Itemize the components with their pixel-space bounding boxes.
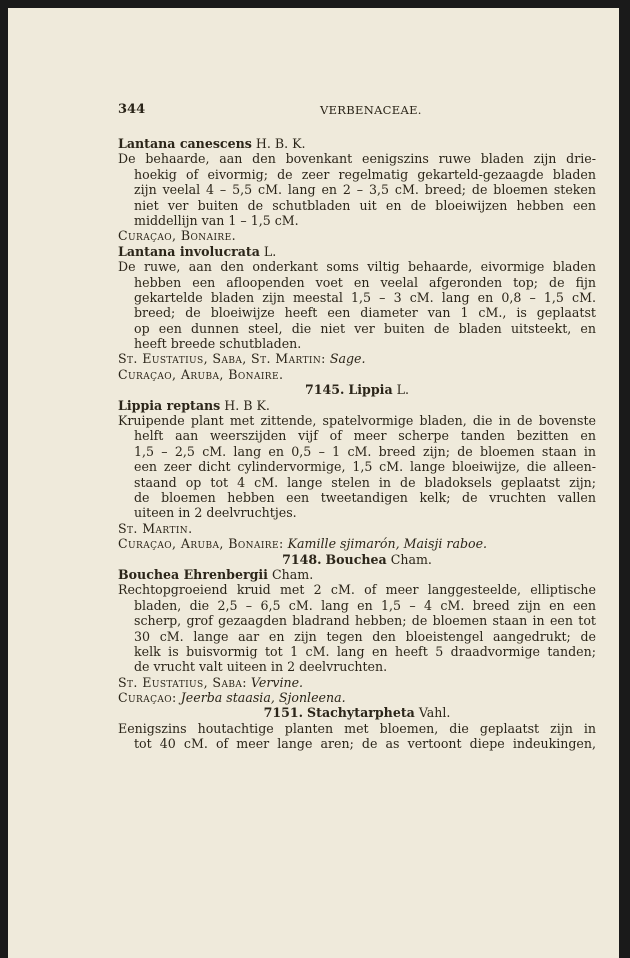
text-line: De ruwe, aan den onderkant soms viltig behaarde, eivormige bladen — [118, 259, 596, 275]
text-line: helft aan weerszijden vijf of meer scherpe tanden bezitten en — [134, 428, 596, 444]
locality-line — [118, 351, 596, 366]
genus-name: Stachytarpheta — [307, 705, 415, 721]
text-line: heeft breede schutbladen. — [134, 336, 302, 352]
common-names: Vervine. — [250, 674, 304, 690]
genus-name: Bouchea — [325, 551, 387, 567]
text-line: de bloemen hebben een tweetandigen kelk; de vruchten vallen — [134, 489, 596, 505]
text-line: hoekig of eivormig; de zeer regelmatig gekarteld-gezaagde bladen — [134, 166, 596, 182]
running-title: VERBENACEAE. — [320, 103, 422, 117]
text-line: een zeer dicht cylindervormige, 1,5 cM. lange bloeiwijze, die alleen- — [134, 459, 596, 475]
common-names: Jeerba staasia, Sjonleena. — [180, 690, 346, 706]
species-heading — [118, 567, 596, 582]
text-line: De behaarde, aan den bovenkant eenigszins ruwe bladen zijn drie- — [118, 151, 596, 167]
locality-line — [118, 367, 596, 382]
text-line: op een dunnen steel, die niet ver buiten de bladen uitsteekt, en — [134, 320, 596, 336]
text-line: 30 cM. lange aar en zijn tegen den bloeistengel aangedrukt; de — [134, 628, 596, 644]
locality-places: St. Eustatius, Saba: — [118, 674, 247, 690]
species-heading — [118, 136, 596, 151]
text-line: niet ver buiten de schutbladen uit en de bloeiwijzen hebben een — [134, 197, 596, 213]
text-line: Eenigszins houtachtige planten met bloemen, die geplaatst zijn in — [118, 720, 596, 736]
text-line: 1,5 – 2,5 cM. lang en 0,5 – 1 cM. breed zijn; de bloemen staan in — [134, 443, 596, 459]
genus-number: 7151. — [263, 705, 304, 721]
text-line: Rechtopgroeiend kruid met 2 cM. of meer langgesteelde, elliptische — [118, 582, 596, 598]
locality-line — [118, 228, 596, 243]
page-body — [118, 136, 596, 752]
species-author: H. B. K. — [255, 136, 306, 151]
genus-number: 7145. — [304, 382, 345, 398]
page-number: 344 — [118, 102, 146, 117]
locality-places: St. Eustatius, Saba, St. Martin: — [118, 351, 326, 367]
locality-places: Curaçao, Aruba, Bonaire: — [118, 536, 284, 552]
text-line: bladen, die 2,5 – 6,5 cM. lang en 1,5 – 4 cM. breed zijn en een — [134, 597, 596, 613]
text-line: de vrucht valt uiteen in 2 deelvruchten. — [134, 659, 388, 675]
locality-places: Curaçao: — [118, 690, 177, 706]
species-heading — [118, 398, 596, 413]
locality-places: Curaçao, Bonaire. — [118, 228, 236, 244]
genus-name: Lippia — [348, 382, 393, 398]
text-line: kelk is buisvormig tot 1 cM. lang en heeft 5 draadvormige tanden; — [134, 643, 596, 659]
species-name: Bouchea Ehrenbergii — [118, 566, 268, 582]
genus-heading — [118, 705, 596, 720]
text-line: staand op tot 4 cM. lange stelen in de bladoksels geplaatst zijn; — [134, 474, 596, 490]
species-author: H. B K. — [224, 397, 270, 413]
species-name: Lantana involucrata — [118, 243, 260, 259]
genus-heading — [118, 552, 596, 567]
genus-author: L. — [396, 382, 410, 398]
common-names: Kamille sjimarón, Maisji raboe. — [287, 536, 488, 552]
genus-author: Cham. — [390, 551, 432, 567]
genus-author: Vahl. — [418, 705, 451, 721]
text-line: scherp, grof gezaagden bladrand hebben; de bloemen staan in een tot — [134, 613, 596, 629]
common-names: Sage. — [329, 351, 366, 367]
species-heading — [118, 244, 596, 259]
locality-places: Curaçao, Aruba, Bonaire. — [118, 366, 284, 382]
text-line: uiteen in 2 deelvruchtjes. — [134, 505, 297, 521]
species-author: L. — [263, 243, 277, 259]
text-line: tot 40 cM. of meer lange aren; de as vertoont diepe indeukingen, — [134, 736, 596, 752]
locality-line — [118, 536, 596, 551]
text-line: zijn veelal 4 – 5,5 cM. lang en 2 – 3,5 cM. breed; de bloemen steken — [134, 182, 596, 198]
locality-line — [118, 690, 596, 705]
locality-places: St. Martin. — [118, 520, 193, 536]
genus-heading — [118, 382, 596, 397]
species-author: Cham. — [272, 566, 314, 582]
text-line: middellijn van 1 – 1,5 cM. — [134, 212, 299, 228]
text-line: breed; de bloeiwijze heeft een diameter van 1 cM., is geplaatst — [134, 305, 596, 321]
book-page — [8, 8, 619, 958]
genus-number: 7148. — [282, 551, 322, 567]
locality-line — [118, 521, 596, 536]
locality-line — [118, 675, 596, 690]
species-name: Lippia reptans — [118, 397, 221, 413]
species-name: Lantana canescens — [118, 136, 252, 151]
page-header — [118, 102, 589, 118]
text-line: hebben een afloopenden voet en veelal afgeronden top; de fijn — [134, 274, 596, 290]
text-line: gekartelde bladen zijn meestal 1,5 – 3 cM. lang en 0,8 – 1,5 cM. — [134, 289, 596, 305]
text-line: Kruipende plant met zittende, spatelvormige bladen, die in de bovenste — [118, 413, 596, 429]
